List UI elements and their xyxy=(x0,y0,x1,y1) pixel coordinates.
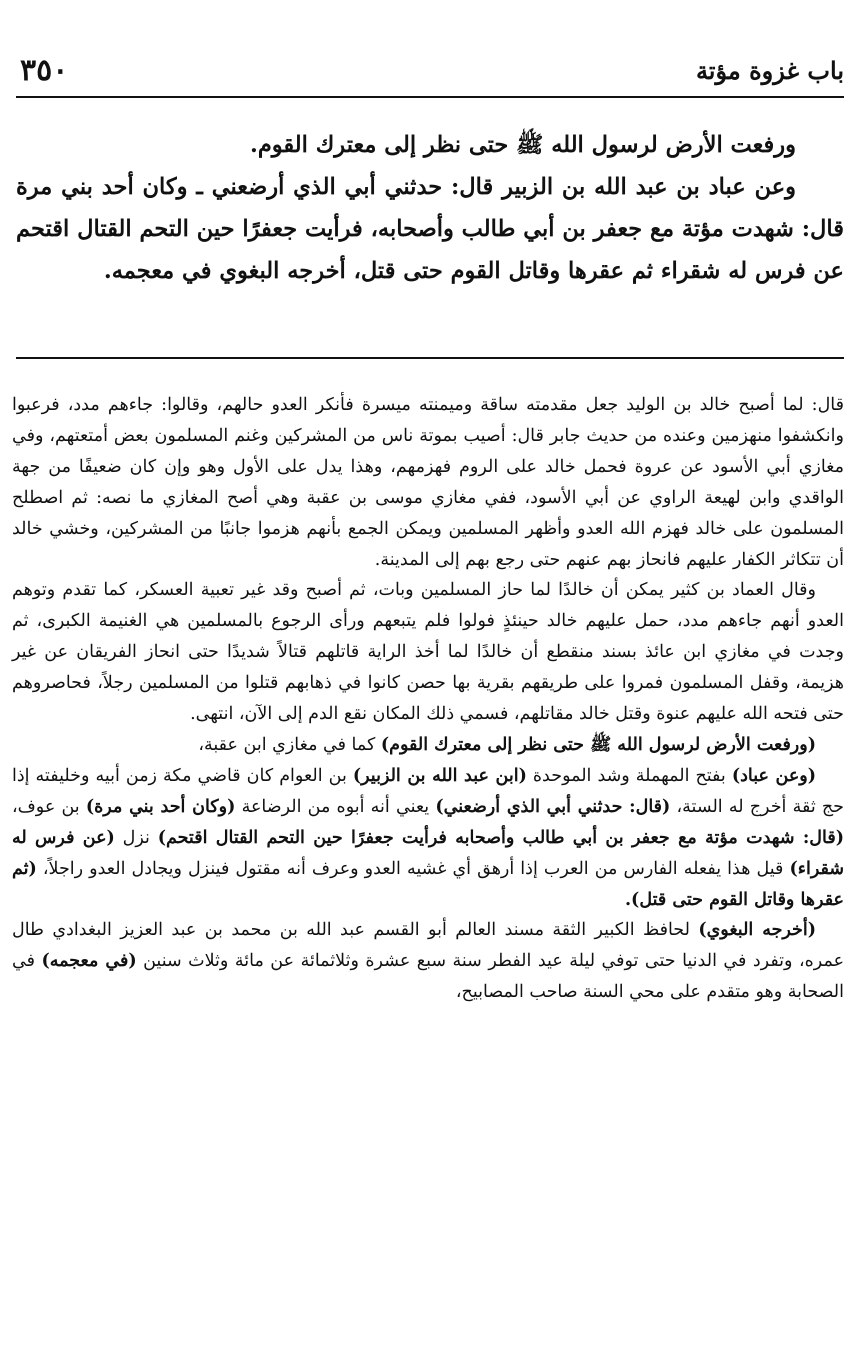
hadith-text xyxy=(16,124,844,292)
commentary-paragraph: قال: لما أصبح خالد بن الوليد جعل مقدمته ساقة وميمنته ميسرة فأنكر العدو حالهم، وقالوا: جاءهم مدد، فرعبوا وانكشفوا منهزمين وعنده من حديث جابر قال: أصيب بموتة ناس من المشركين وغنم المسلمون بعض أمتعتهم، وفي مغازي أبي الأسود عن عروة فحمل خالد على الروم فهزمهم، وهذا يدل على الأول وهو وإن كان ضعيفًا من جهة الواقدي وابن لهيعة الراوي عن أبي الأسود، ففي مغازي موسى بن عقبة وهي أصح المغازي ما نصه: ثم اصطلح المسلمون على خالد فهزم الله العدو وأظهر المسلمين ويمكن الجمع بأنهم هزموا جانبًا من المشركين، وخشي خالد أن تتكاثر الكفار عليهم فانحاز بهم عنهم حتى رجع بهم إلى المدينة. xyxy=(12,395,844,570)
commentary-paragraph xyxy=(12,730,844,761)
quoted-text: (ثم عقرها وقاتل القوم حتى قتل). xyxy=(12,858,844,910)
text-divider xyxy=(16,357,844,359)
commentary-text-run: بن العوام كان قاضي مكة زمن أبيه وخليفته إذا حج ثقة أخرج له الستة، xyxy=(12,765,844,817)
commentary-text-run: نزل xyxy=(114,827,158,848)
quoted-text: (ابن عبد الله بن الزبير) xyxy=(352,765,527,786)
commentary-text-run: في الصحابة وهو متقدم على محي السنة صاحب المصابيح، xyxy=(12,951,844,1003)
hadith-paragraph: ورفعت الأرض لرسول الله ﷺ حتى نظر إلى معترك القوم. xyxy=(250,132,796,158)
commentary-text-run: بفتح المهملة وشد الموحدة xyxy=(526,765,732,786)
quoted-text: (في معجمه) xyxy=(41,951,137,972)
quoted-text: (قال: شهدت مؤتة مع جعفر بن أبي طالب وأصحابه فرأيت جعفرًا حين التحم القتال اقتحم) xyxy=(157,827,844,848)
commentary-paragraph xyxy=(12,915,844,1008)
quoted-text: (وعن عباد) xyxy=(731,765,816,786)
quoted-text: (عن فرس له شقراء) xyxy=(12,827,844,879)
commentary-text-run: لحافظ الكبير الثقة مسند العالم أبو القسم عبد الله بن محمد بن عبد العزيز البغدادي طال عمره، وتفرد في الدنيا حتى توفي ليلة عيد الفطر سنة سبع عشرة وثلاثمائة عن مائة وثلاث سنين xyxy=(12,920,845,972)
commentary-paragraph xyxy=(12,761,844,916)
page-header xyxy=(20,48,844,92)
hadith-paragraph: وعن عباد بن عبد الله بن الزبير قال: حدثني أبي الذي أرضعني ـ وكان أحد بني مرة قال: شهدت مؤتة مع جعفر بن أبي طالب وأصحابه، فرأيت جعفرًا حين التحم القتال اقتحم عن فرس له شقراء ثم عقرها وقاتل القوم حتى قتل، أخرجه البغوي في معجمه. xyxy=(16,174,844,284)
commentary-text-run: قيل هذا يفعله الفارس من العرب إذا أرهق أي غشيه العدو وعرف أنه مقتول فينزل ويجادل العدو راجلاً، xyxy=(36,858,790,879)
quoted-text: (قال: حدثني أبي الذي أرضعني) xyxy=(435,796,671,817)
quoted-text: (أخرجه البغوي) xyxy=(698,920,817,941)
chapter-title: باب غزوة مؤتة xyxy=(695,55,844,85)
header-divider xyxy=(16,96,844,98)
quoted-text: (وكان أحد بني مرة) xyxy=(85,796,236,817)
commentary-text-run: كما في مغازي ابن عقبة، xyxy=(198,734,381,755)
page-number: ٣٥٠ xyxy=(20,52,69,88)
commentary-text-run: بن عوف، xyxy=(12,796,86,817)
commentary-paragraph: وقال العماد بن كثير يمكن أن خالدًا لما حاز المسلمين وبات، ثم أصبح وقد غير تعبية العسكر، كما تقدم وتوهم العدو أنهم جاءهم مدد، حمل عليهم خالد حينئذٍ فولوا فلم يتبعهم ورأى الرجوع بالمسلمين هي الغنيمة الكبرى، ثم وجدت في مغازي ابن عائذ بسند منقطع أن خالدًا لما أخذ الراية قاتلهم قتالاً شديدًا حتى انحاز الفريقان عن غير هزيمة، وقفل المسلمون فمروا على طريقهم بقرية بها حصن كانوا في ذهابهم قتلوا من المسلمين رجلاً، فحاصروهم حتى فتحه الله عليهم عنوة وقتل خالد مقاتلهم، فسمي ذلك المكان نقع الدم إلى الآن، انتهى. xyxy=(12,580,844,725)
commentary-text-run: يعني أنه أبوه من الرضاعة xyxy=(235,796,436,817)
commentary-text xyxy=(12,390,844,1008)
quoted-text: (ورفعت الأرض لرسول الله ﷺ حتى نظر إلى معترك القوم) xyxy=(380,734,816,755)
